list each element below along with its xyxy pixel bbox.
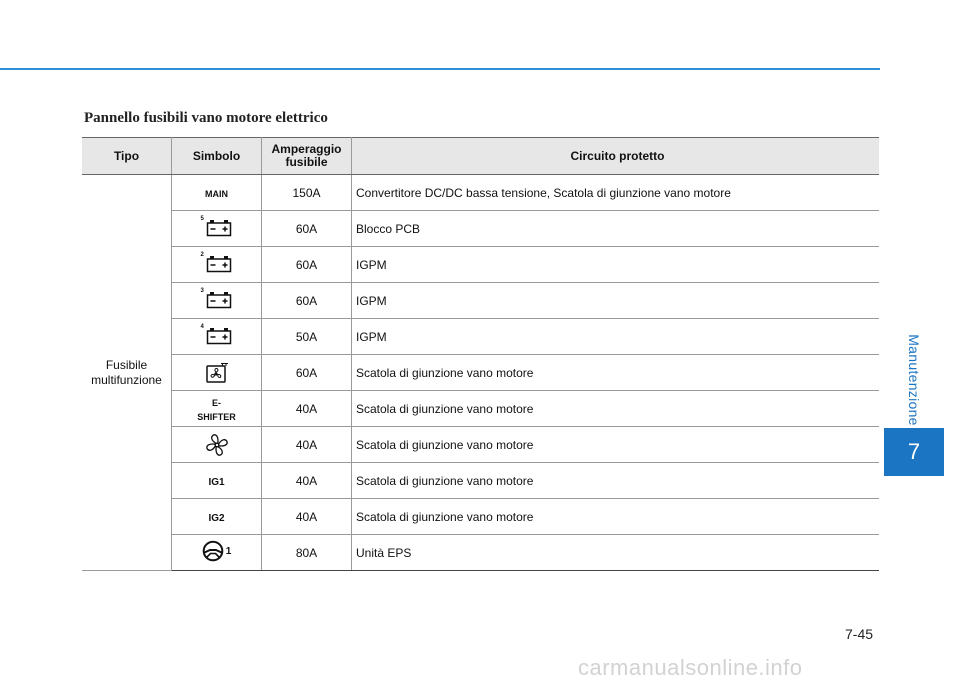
circuit-cell: Convertitore DC/DC bassa tensione, Scatola di giunzione vano motore bbox=[352, 175, 880, 211]
chapter-tab bbox=[884, 428, 944, 476]
table-row bbox=[82, 247, 879, 283]
table-row bbox=[82, 283, 879, 319]
symbol-cell bbox=[172, 391, 262, 427]
amp-cell: 40A bbox=[262, 427, 352, 463]
circuit-cell: Blocco PCB bbox=[352, 211, 880, 247]
symbol-cell bbox=[172, 535, 262, 571]
amp-cell: 60A bbox=[262, 211, 352, 247]
amp-cell: 60A bbox=[262, 247, 352, 283]
table-header-row bbox=[82, 138, 879, 175]
table-row bbox=[82, 355, 879, 391]
cooling-fan-box-icon bbox=[205, 362, 229, 384]
top-rule bbox=[0, 68, 880, 70]
steering-wheel-icon bbox=[202, 540, 224, 562]
circuit-cell: Scatola di giunzione vano motore bbox=[352, 427, 880, 463]
amp-cell: 80A bbox=[262, 535, 352, 571]
table-row bbox=[82, 463, 879, 499]
battery-icon bbox=[206, 255, 232, 273]
fuse-table bbox=[82, 137, 879, 571]
amp-cell: 40A bbox=[262, 499, 352, 535]
circuit-cell: IGPM bbox=[352, 283, 880, 319]
symbol-cell bbox=[172, 319, 262, 355]
circuit-cell: Scatola di giunzione vano motore bbox=[352, 355, 880, 391]
amp-cell: 40A bbox=[262, 391, 352, 427]
battery-icon bbox=[206, 291, 232, 309]
symbol-main-text: MAIN bbox=[205, 188, 228, 199]
circuit-cell: Scatola di giunzione vano motore bbox=[352, 463, 880, 499]
symbol-cell bbox=[172, 355, 262, 391]
blower-fan-icon bbox=[204, 432, 230, 458]
symbol-cell bbox=[172, 463, 262, 499]
tipo-cell: Fusibile multifunzione bbox=[82, 175, 172, 571]
symbol-number: 4 bbox=[200, 324, 204, 330]
amp-cell: 50A bbox=[262, 319, 352, 355]
amp-cell: 150A bbox=[262, 175, 352, 211]
circuit-cell: Scatola di giunzione vano motore bbox=[352, 499, 880, 535]
symbol-number: 3 bbox=[200, 288, 204, 294]
header-amperaggio: Amperaggio fusibile bbox=[262, 138, 352, 175]
table-row bbox=[82, 535, 879, 571]
symbol-ig2-text: IG2 bbox=[208, 512, 225, 524]
circuit-cell: Scatola di giunzione vano motore bbox=[352, 391, 880, 427]
table-row bbox=[82, 427, 879, 463]
symbol-number: 1 bbox=[225, 545, 232, 557]
page-number: 7-45 bbox=[845, 626, 874, 642]
symbol-eshifter-text: E- SHIFTER bbox=[197, 397, 236, 422]
section-title: Pannello fusibili vano motore elettrico bbox=[84, 110, 328, 126]
table-row bbox=[82, 211, 879, 247]
symbol-cell bbox=[172, 499, 262, 535]
table-row bbox=[82, 175, 879, 211]
battery-icon bbox=[206, 219, 232, 237]
amp-cell: 60A bbox=[262, 283, 352, 319]
header-tipo: Tipo bbox=[82, 138, 172, 175]
table-row bbox=[82, 391, 879, 427]
watermark: carmanualsonline.info bbox=[578, 655, 803, 680]
table-row bbox=[82, 319, 879, 355]
amp-cell: 60A bbox=[262, 355, 352, 391]
table-row bbox=[82, 499, 879, 535]
symbol-cell bbox=[172, 211, 262, 247]
symbol-number: 2 bbox=[200, 252, 204, 258]
header-simbolo: Simbolo bbox=[172, 138, 262, 175]
symbol-cell bbox=[172, 427, 262, 463]
symbol-cell bbox=[172, 247, 262, 283]
symbol-number: 5 bbox=[200, 216, 204, 222]
circuit-cell: IGPM bbox=[352, 247, 880, 283]
chapter-number: 7 bbox=[907, 439, 921, 464]
symbol-cell bbox=[172, 283, 262, 319]
battery-icon bbox=[206, 327, 232, 345]
circuit-cell: IGPM bbox=[352, 319, 880, 355]
symbol-cell bbox=[172, 175, 262, 211]
circuit-cell: Unità EPS bbox=[352, 535, 880, 571]
header-circuito: Circuito protetto bbox=[352, 138, 880, 175]
side-tab-label: Manutenzione bbox=[906, 334, 922, 426]
symbol-ig1-text: IG1 bbox=[208, 476, 225, 488]
amp-cell: 40A bbox=[262, 463, 352, 499]
